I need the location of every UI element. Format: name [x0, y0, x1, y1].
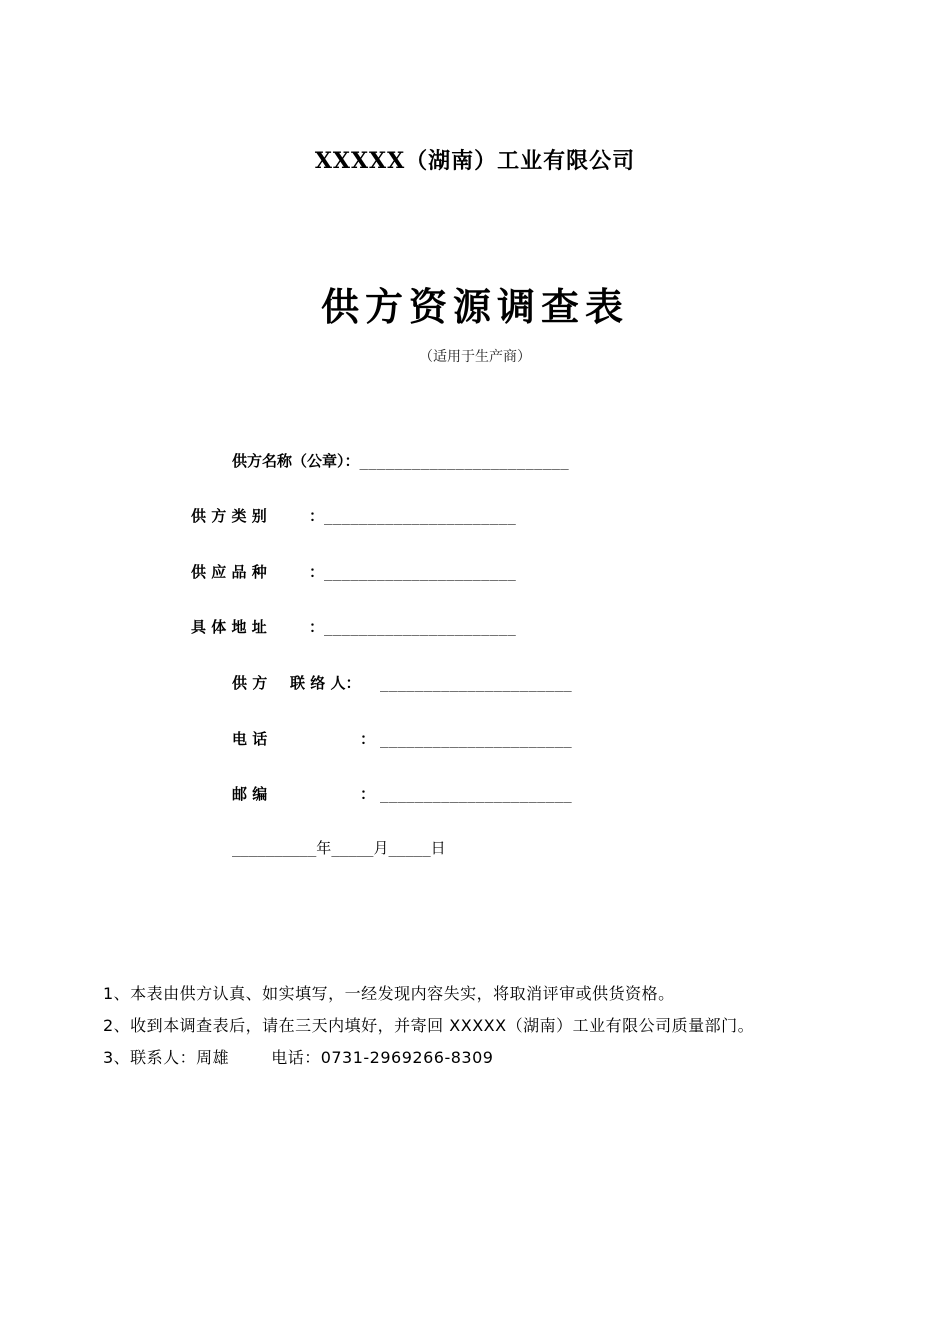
- day-blank[interactable]: _____: [388, 841, 431, 857]
- month-label: 月: [373, 839, 389, 857]
- supplier-type-field[interactable]: [191, 506, 516, 527]
- supplier-name-blank[interactable]: ________________________: [359, 454, 570, 470]
- supply-variety-label: 供 应 品 种: [191, 563, 267, 581]
- supplier-name-field[interactable]: [232, 451, 569, 472]
- colon: ：: [360, 785, 376, 803]
- phone-blank[interactable]: ______________________: [380, 732, 573, 748]
- company-name: XXXXX（湖南）工业有限公司: [314, 148, 636, 174]
- note-line-1: 1、本表由供方认真、如实填写，一经发现内容失实，将取消评审或供货资格。: [103, 984, 675, 1003]
- address-blank[interactable]: ______________________: [324, 620, 517, 636]
- contact-person-label-b: 联 络 人：: [290, 674, 361, 692]
- notes-section: [103, 978, 873, 1074]
- contact-person-field[interactable]: [232, 673, 572, 694]
- year-blank[interactable]: __________: [232, 841, 317, 857]
- supply-variety-field[interactable]: [191, 562, 516, 583]
- date-field[interactable]: [232, 838, 446, 859]
- address-label: 具 体 地 址: [191, 618, 267, 636]
- phone-label: 电 话: [232, 730, 268, 748]
- supply-variety-blank[interactable]: ______________________: [324, 565, 517, 581]
- supplier-type-label: 供 方 类 别: [191, 507, 267, 525]
- note-line-2: 2、收到本调查表后，请在三天内填好，并寄回 XXXXX（湖南）工业有限公司质量部门。: [103, 1016, 755, 1035]
- colon: ：: [309, 563, 325, 581]
- contact-person-label-a: 供 方: [232, 674, 268, 692]
- colon: ：: [309, 618, 325, 636]
- phone-field[interactable]: [232, 729, 572, 750]
- year-label: 年: [316, 839, 332, 857]
- colon: ：: [309, 507, 325, 525]
- contact-phone: 电话：0731-2969266-8309: [271, 1048, 494, 1067]
- postcode-blank[interactable]: ______________________: [380, 787, 573, 803]
- document-title: 供方资源调查表: [320, 284, 629, 329]
- contact-name: 3、联系人：周雄: [103, 1048, 230, 1067]
- day-label: 日: [430, 839, 446, 857]
- note-line-3: [103, 1042, 873, 1074]
- supplier-type-blank[interactable]: ______________________: [324, 509, 517, 525]
- document-subtitle: （适用于生产商）: [419, 349, 531, 365]
- address-field[interactable]: [191, 617, 516, 638]
- supplier-name-label: 供方名称（公章）：: [232, 452, 360, 470]
- postcode-field[interactable]: [232, 784, 572, 805]
- month-blank[interactable]: _____: [331, 841, 374, 857]
- colon: ：: [360, 730, 376, 748]
- postcode-label: 邮 编: [232, 785, 268, 803]
- contact-person-blank[interactable]: ______________________: [380, 676, 573, 692]
